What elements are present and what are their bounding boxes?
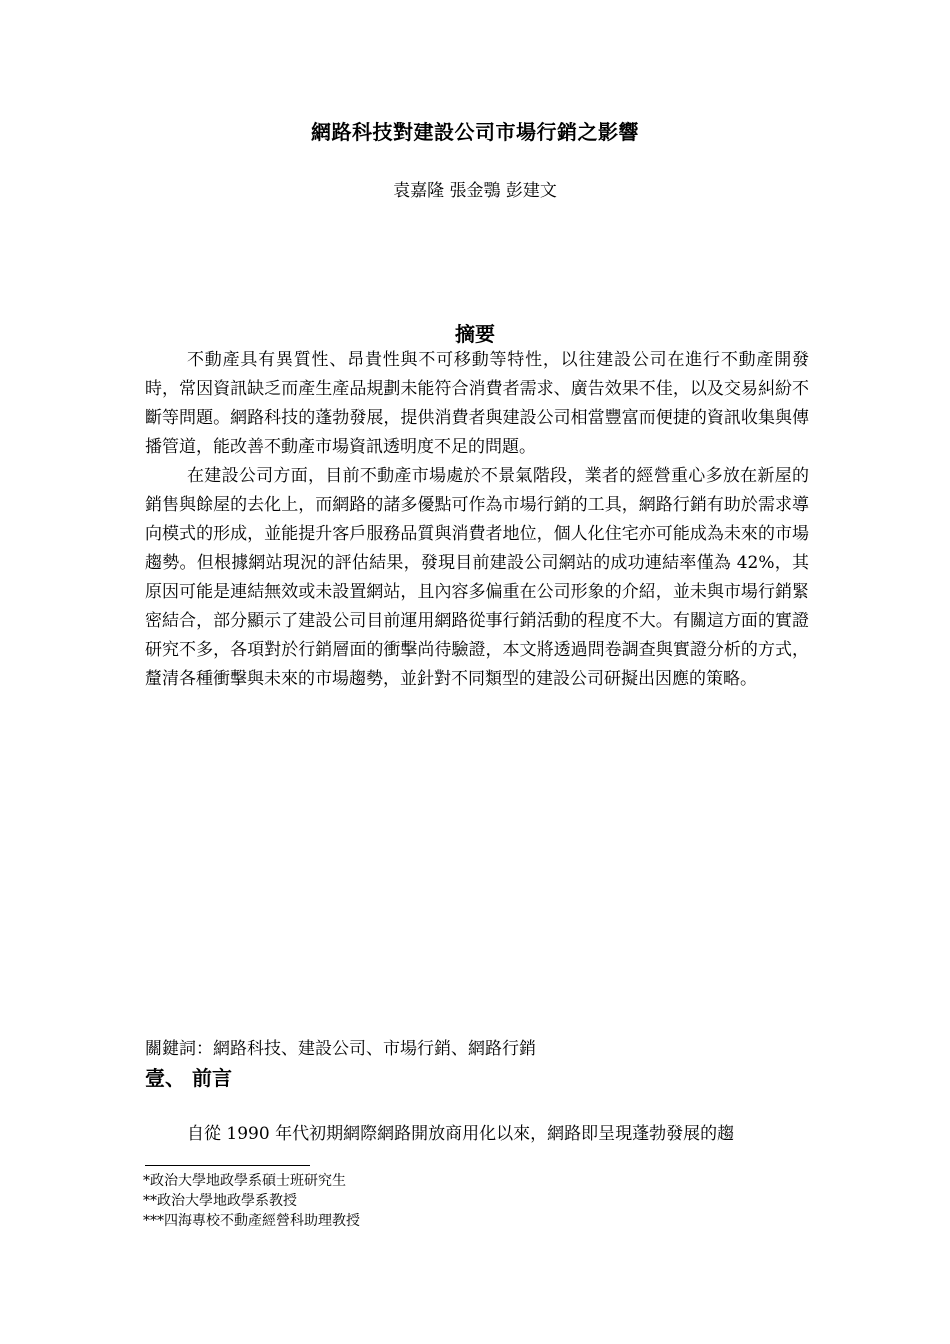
introduction-paragraph: 自從 1990 年代初期網際網路開放商用化以來，網路即呈現蓬勃發展的趨 — [187, 1124, 735, 1144]
paper-title: 網路科技對建設公司市場行銷之影響 — [311, 120, 639, 144]
abstract-paragraph: 在建設公司方面，目前不動產市場處於不景氣階段，業者的經營重心多放在新屋的銷售與餘屋的去化上，而網路的諸多優點可作為市場行銷的工具，網路行銷有助於需求導向模式的形成，並能提升客戶服務品質與消費者地位，個人化住宅亦可能成為未來的市場趨勢。但根據網站現況的評估結果，發現目前建設公司網站的成功連結率僅為 42%，其原因可能是連結無效或未設置網站，且內容多偏重在公司形象的介紹，並未與市場行銷緊密結合，部分顯示了建設公司目前運用網路從事行銷活動的程度不大。有關這方面的實證研究不多，各項對於行銷層面的衝擊尚待驗證，本文將透過問卷調查與實證分析的方式，釐清各種衝擊與未來的市場趨勢，並針對不同類型的建設公司研擬出因應的策略。 — [145, 466, 809, 689]
footnote-divider — [145, 1165, 310, 1166]
section-heading-introduction: 壹、 前言 — [145, 1066, 232, 1090]
author-list: 袁嘉隆 張金鶚 彭建文 — [393, 181, 557, 201]
footnote-item: **政治大學地政學系教授 — [143, 1193, 297, 1209]
abstract-paragraph: 不動產具有異質性、昂貴性與不可移動等特性，以往建設公司在進行不動產開發時，常因資訊缺乏而產生產品規劃未能符合消費者需求、廣告效果不佳，以及交易糾紛不斷等問題。網路科技的蓬勃發展，提供消費者與建設公司相當豐富而便捷的資訊收集與傳播管道，能改善不動產市場資訊透明度不足的問題。 — [145, 350, 809, 457]
abstract-heading: 摘要 — [455, 322, 495, 346]
abstract-body — [145, 346, 809, 694]
footnotes — [143, 1171, 360, 1231]
footnote-item: *政治大學地政學系碩士班研究生 — [143, 1173, 346, 1189]
keywords-line: 關鍵詞：網路科技、建設公司、市場行銷、網路行銷 — [145, 1039, 536, 1059]
footnote-item: ***四海專校不動產經營科助理教授 — [143, 1213, 360, 1229]
